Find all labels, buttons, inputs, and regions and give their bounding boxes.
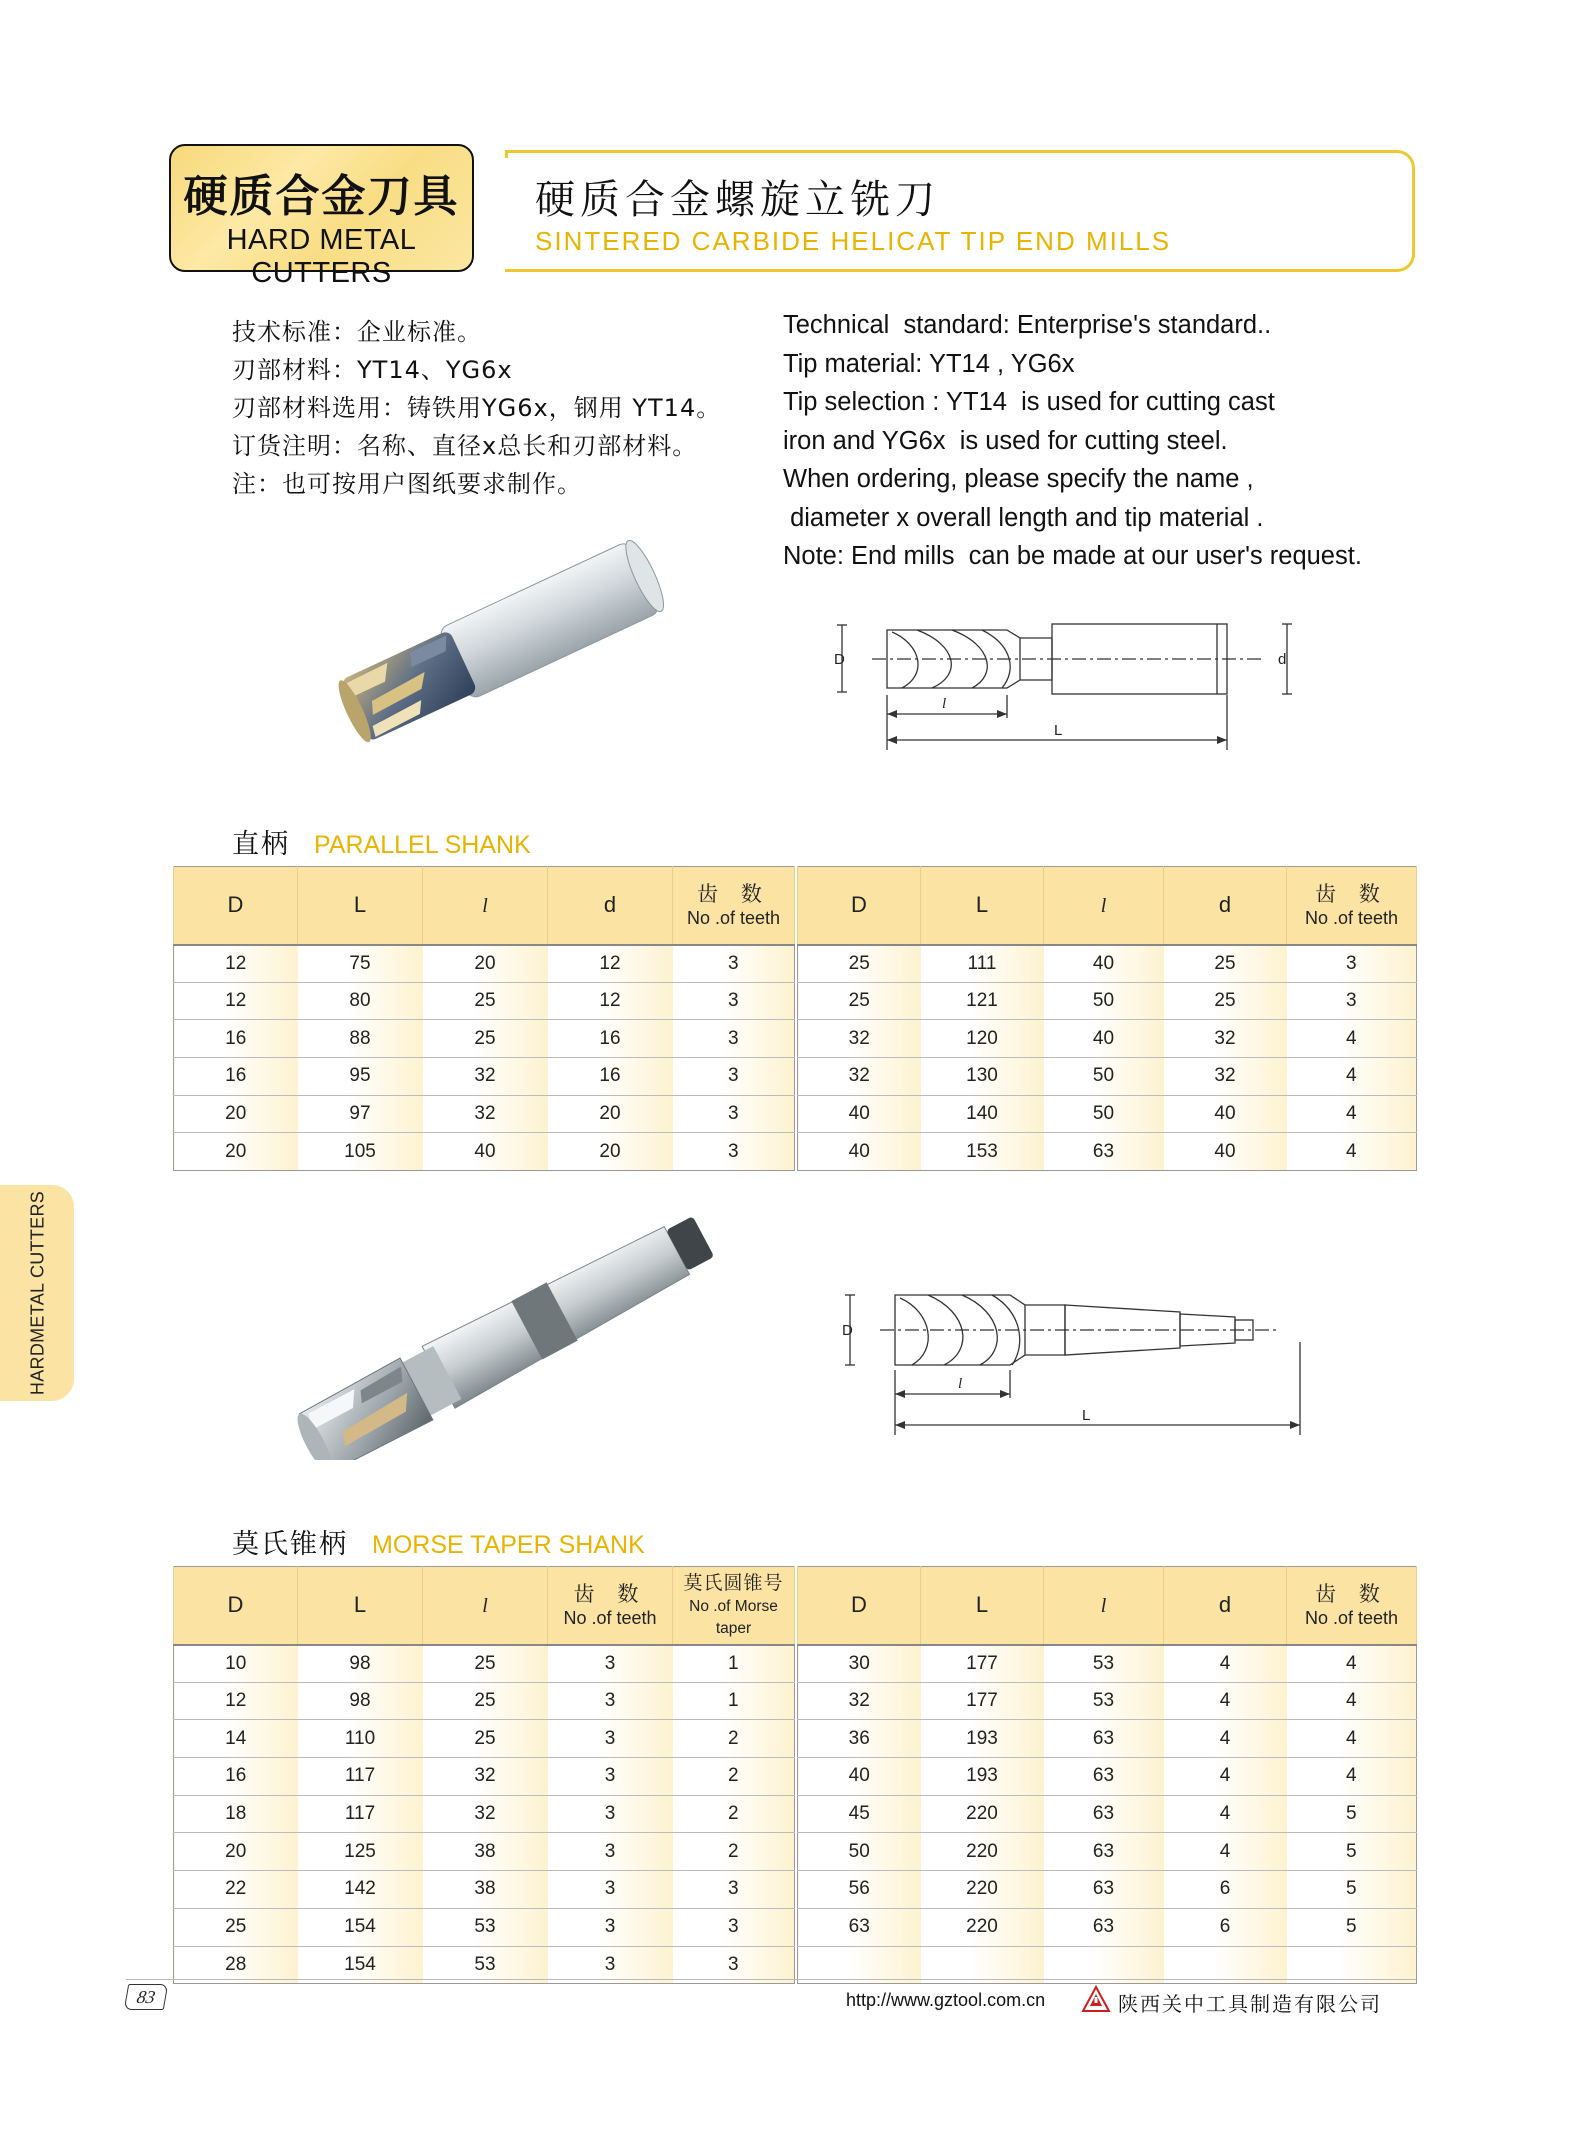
table-cell: 32 [423, 1795, 548, 1833]
table-cell: 5 [1287, 1795, 1417, 1833]
table-cell: 12 [548, 982, 673, 1020]
table-cell: 80 [298, 982, 423, 1020]
table-cell: 40 [798, 1095, 921, 1133]
side-category-tab [0, 1185, 74, 1401]
table-cell: 220 [921, 1871, 1044, 1909]
table-cell: 32 [1164, 1020, 1287, 1058]
footer-company-name: 陕西关中工具制造有限公司 [1118, 1992, 1382, 2016]
table-row [798, 1720, 1417, 1758]
table-cell: 20 [548, 1133, 673, 1171]
morse-taper-heading [232, 1522, 645, 1561]
table-cell: 153 [921, 1133, 1044, 1171]
table-cell: 25 [423, 982, 548, 1020]
table-cell: 4 [1287, 1682, 1417, 1720]
table-cell: 4 [1164, 1833, 1287, 1871]
table-row [798, 1095, 1417, 1133]
table-cell: 1 [673, 1645, 795, 1683]
table-cell: 32 [798, 1058, 921, 1096]
col-header-teeth [548, 1567, 673, 1645]
parallel-shank-table-left [173, 866, 795, 1171]
table-cell: 20 [174, 1133, 298, 1171]
table-cell: 53 [1044, 1682, 1164, 1720]
table-cell: 56 [798, 1871, 921, 1909]
table-cell: 111 [921, 945, 1044, 983]
table-row [174, 1095, 795, 1133]
table-cell: 16 [548, 1020, 673, 1058]
table-cell: 4 [1287, 1645, 1417, 1683]
table-cell: 53 [423, 1908, 548, 1946]
table-cell: 32 [798, 1020, 921, 1058]
table-cell: 3 [548, 1645, 673, 1683]
table-cell: 3 [548, 1908, 673, 1946]
table-cell: 5 [1287, 1871, 1417, 1909]
col-header-l-text: l [482, 895, 488, 918]
table-cell: 97 [298, 1095, 423, 1133]
table-cell: 63 [1044, 1720, 1164, 1758]
morse-taper-heading-en: MORSE TAPER SHANK [372, 1531, 645, 1559]
footer-divider [126, 1979, 1416, 1980]
table-cell: 20 [548, 1095, 673, 1133]
table-cell: 16 [548, 1058, 673, 1096]
table-row [174, 1645, 795, 1683]
col-header-l [423, 867, 548, 945]
table-cell: 32 [423, 1058, 548, 1096]
table-cell: 40 [1044, 945, 1164, 983]
table-cell: 25 [423, 1020, 548, 1058]
col-header-l-text: l [1100, 895, 1107, 918]
table-row [174, 1058, 795, 1096]
table-cell: 4 [1287, 1095, 1417, 1133]
table-cell: 32 [423, 1758, 548, 1796]
footer-url[interactable]: http://www.gztool.com.cn [846, 1990, 1046, 2010]
table-cell: 3 [673, 1871, 795, 1909]
table-cell: 22 [174, 1871, 298, 1909]
morse-taper-table-left [173, 1566, 795, 1984]
table-cell: 3 [548, 1833, 673, 1871]
table-cell: 4 [1287, 1720, 1417, 1758]
table-cell: 120 [921, 1020, 1044, 1058]
table-cell: 16 [174, 1758, 298, 1796]
col-header-morse-taper [673, 1567, 795, 1645]
table-cell: 12 [174, 982, 298, 1020]
col-header-D: D [174, 1567, 298, 1645]
table-cell: 3 [673, 945, 795, 983]
category-badge [169, 144, 474, 289]
table-cell: 18 [174, 1795, 298, 1833]
table-cell: 117 [298, 1758, 423, 1796]
table-cell: 220 [921, 1908, 1044, 1946]
table-cell: 16 [174, 1058, 298, 1096]
table-cell: 177 [921, 1682, 1044, 1720]
table-cell: 63 [1044, 1871, 1164, 1909]
diagram-label-l: l [958, 1376, 963, 1392]
desc-en-line: Tip selection : YT14 is used for cutting cast [783, 388, 1275, 416]
table-cell: 32 [798, 1682, 921, 1720]
table-cell: 154 [298, 1908, 423, 1946]
table-row [798, 1645, 1417, 1683]
col-header-teeth-cn: 齿 数 [1315, 1582, 1388, 1607]
col-header-morse-cn: 莫氏圆锥号 [683, 1572, 784, 1595]
desc-en-line: iron and YG6x is used for cutting steel. [783, 426, 1228, 455]
table-cell: 30 [798, 1645, 921, 1683]
col-header-D: D [798, 867, 921, 945]
table-cell: 6 [1164, 1871, 1287, 1909]
table-row [798, 1682, 1417, 1720]
col-header-D: D [174, 867, 298, 945]
col-header-teeth-cn: 齿 数 [1315, 882, 1388, 907]
table-cell: 20 [174, 1095, 298, 1133]
table-row [798, 1758, 1417, 1796]
table-cell: 20 [423, 945, 548, 983]
table-cell: 142 [298, 1871, 423, 1909]
table-cell: 3 [673, 982, 795, 1020]
table-cell: 63 [1044, 1133, 1164, 1171]
table-cell: 20 [174, 1833, 298, 1871]
col-header-L: L [298, 1567, 423, 1645]
table-cell: 2 [673, 1758, 795, 1796]
table-cell: 3 [673, 1946, 795, 1984]
table-cell: 154 [298, 1946, 423, 1984]
table-cell: 16 [174, 1020, 298, 1058]
parallel-shank-heading [232, 822, 531, 861]
table-cell: 4 [1164, 1758, 1287, 1796]
table-cell: 125 [298, 1833, 423, 1871]
table-cell: 3 [548, 1758, 673, 1796]
table-cell: 98 [298, 1645, 423, 1683]
table-cell: 3 [548, 1682, 673, 1720]
table-cell: 5 [1287, 1833, 1417, 1871]
col-header-L: L [921, 1567, 1044, 1645]
table-cell: 63 [1044, 1833, 1164, 1871]
parallel-shank-table-right [797, 866, 1417, 1171]
table-cell: 193 [921, 1758, 1044, 1796]
table-cell: 3 [673, 1058, 795, 1096]
table-cell: 63 [798, 1908, 921, 1946]
table-cell: 121 [921, 982, 1044, 1020]
table-cell: 98 [298, 1682, 423, 1720]
table-cell: 12 [174, 945, 298, 983]
col-header-L: L [921, 867, 1044, 945]
table-cell: 75 [298, 945, 423, 983]
table-cell: 32 [1164, 1058, 1287, 1096]
page-title-cn: 硬质合金螺旋立铣刀 [535, 177, 940, 223]
table-row [798, 982, 1417, 1020]
title-frame-tick [505, 150, 508, 158]
table-cell: 45 [798, 1795, 921, 1833]
desc-en-line: When ordering, please specify the name , [783, 465, 1254, 493]
table-cell: 40 [1164, 1133, 1287, 1171]
table-cell: 3 [548, 1720, 673, 1758]
table-cell: 4 [1164, 1720, 1287, 1758]
table-cell: 25 [423, 1720, 548, 1758]
table-row [174, 1682, 795, 1720]
desc-en-line: Tip material: YT14 , YG6x [783, 349, 1075, 378]
col-header-l [1044, 1567, 1164, 1645]
desc-en-line: Technical standard: Enterprise's standard.. [783, 311, 1272, 339]
table-cell: 4 [1287, 1133, 1417, 1171]
table-cell: 130 [921, 1058, 1044, 1096]
table-cell: 88 [298, 1020, 423, 1058]
diagram-label-D: D [842, 1322, 853, 1339]
table-cell: 50 [1044, 1095, 1164, 1133]
col-header-teeth-en: No .of teeth [1304, 908, 1399, 929]
table-cell: 2 [673, 1833, 795, 1871]
diagram-label-L: L [1054, 722, 1063, 739]
table-cell: 63 [1044, 1758, 1164, 1796]
table-cell: 25 [174, 1908, 298, 1946]
diagram-label-L: L [1082, 1407, 1091, 1424]
col-header-teeth [1287, 1567, 1417, 1645]
table-cell: 25 [1164, 982, 1287, 1020]
col-header-teeth-cn: 齿 数 [697, 882, 770, 907]
morse-taper-table-right [797, 1566, 1417, 1984]
table-cell: 53 [1044, 1645, 1164, 1683]
desc-en-line: diameter x overall length and tip material . [783, 503, 1264, 532]
table-cell: 40 [423, 1133, 548, 1171]
table-cell: 4 [1164, 1682, 1287, 1720]
table-cell: 50 [1044, 1058, 1164, 1096]
table-cell: 63 [1044, 1795, 1164, 1833]
table-row [174, 1758, 795, 1796]
parallel-shank-end-mill-photo [318, 530, 678, 750]
col-header-l [1044, 867, 1164, 945]
table-cell: 32 [423, 1095, 548, 1133]
table-cell: 105 [298, 1133, 423, 1171]
table-cell: 40 [798, 1758, 921, 1796]
table-row [174, 945, 795, 983]
col-header-d: d [548, 867, 673, 945]
col-header-L: L [298, 867, 423, 945]
table-row [174, 1833, 795, 1871]
parallel-shank-heading-cn: 直柄 [232, 829, 290, 860]
col-header-l-text: l [1100, 1595, 1107, 1618]
parallel-shank-heading-en: PARALLEL SHANK [314, 831, 531, 859]
table-cell: 3 [673, 1020, 795, 1058]
col-header-teeth [673, 867, 795, 945]
table-cell: 177 [921, 1645, 1044, 1683]
table-cell: 2 [673, 1795, 795, 1833]
table-cell: 25 [798, 945, 921, 983]
table-cell: 3 [548, 1946, 673, 1984]
table-row [174, 1720, 795, 1758]
table-cell: 4 [1287, 1020, 1417, 1058]
table-cell: 220 [921, 1833, 1044, 1871]
table-row [174, 1133, 795, 1171]
table-cell: 25 [423, 1645, 548, 1683]
table-row [798, 1795, 1417, 1833]
table-cell: 12 [174, 1682, 298, 1720]
table-cell: 1 [673, 1682, 795, 1720]
desc-cn-line: 注：也可按用户图纸要求制作。 [232, 470, 582, 498]
col-header-teeth-en: No .of teeth [686, 908, 781, 929]
table-cell: 14 [174, 1720, 298, 1758]
table-row [174, 1020, 795, 1058]
table-cell: 38 [423, 1833, 548, 1871]
table-cell: 3 [548, 1795, 673, 1833]
parallel-shank-dimension-diagram [832, 600, 1302, 760]
col-header-l [423, 1567, 548, 1645]
diagram-label-d: d [1278, 651, 1287, 668]
table-cell: 25 [1164, 945, 1287, 983]
table-cell: 12 [548, 945, 673, 983]
col-header-teeth-en: No .of teeth [1304, 1608, 1399, 1629]
col-header-teeth-cn: 齿 数 [573, 1582, 647, 1607]
table-cell: 53 [423, 1946, 548, 1984]
table-row [174, 1795, 795, 1833]
table-cell: 3 [673, 1095, 795, 1133]
table-row [798, 1833, 1417, 1871]
table-row [798, 1908, 1417, 1946]
table-cell: 3 [1287, 982, 1417, 1020]
desc-en-line: Note: End mills can be made at our user's request. [783, 542, 1362, 570]
table-row [174, 1908, 795, 1946]
table-cell: 3 [673, 1908, 795, 1946]
table-cell: 110 [298, 1720, 423, 1758]
col-header-d: d [1164, 1567, 1287, 1645]
table-cell: 4 [1287, 1758, 1417, 1796]
col-header-D: D [798, 1567, 921, 1645]
page-number: 83 [124, 1984, 169, 2010]
table-cell: 28 [174, 1946, 298, 1984]
table-cell: 38 [423, 1871, 548, 1909]
table-row [798, 1871, 1417, 1909]
table-cell: 10 [174, 1645, 298, 1683]
table-row [798, 1020, 1417, 1058]
table-row [798, 1133, 1417, 1171]
table-cell: 40 [1164, 1095, 1287, 1133]
col-header-teeth [1287, 867, 1417, 945]
table-cell: 3 [548, 1871, 673, 1909]
desc-cn-line: 技术标准：企业标准。 [232, 318, 482, 346]
table-row [174, 982, 795, 1020]
table-cell: 25 [798, 982, 921, 1020]
table-cell: 220 [921, 1795, 1044, 1833]
table-cell: 3 [673, 1133, 795, 1171]
table-cell: 36 [798, 1720, 921, 1758]
col-header-morse-en: No .of Morse taper [689, 1598, 778, 1638]
table-cell: 3 [1287, 945, 1417, 983]
table-cell: 6 [1164, 1908, 1287, 1946]
table-row [174, 1871, 795, 1909]
morse-taper-dimension-diagram [840, 1270, 1310, 1440]
table-cell: 4 [1164, 1795, 1287, 1833]
description-cn [232, 313, 721, 503]
category-badge-cn: 硬质合金刀具 [183, 171, 460, 222]
page-title-en: SINTERED CARBIDE HELICAT TIP END MILLS [535, 226, 1172, 256]
table-cell: 63 [1044, 1908, 1164, 1946]
table-cell: 193 [921, 1720, 1044, 1758]
description-en [783, 306, 1362, 576]
side-category-tab-label: HARDMETAL CUTTERS [27, 1190, 48, 1396]
table-cell: 95 [298, 1058, 423, 1096]
table-cell: 117 [298, 1795, 423, 1833]
col-header-teeth-en: No .of teeth [563, 1608, 657, 1629]
table-cell: 2 [673, 1720, 795, 1758]
morse-taper-heading-cn: 莫氏锥柄 [232, 1529, 348, 1560]
diagram-label-D: D [834, 651, 845, 668]
table-row [798, 945, 1417, 983]
table-cell: 40 [1044, 1020, 1164, 1058]
table-cell: 50 [1044, 982, 1164, 1020]
desc-cn-line: 刃部材料：YT14、YG6x [232, 356, 513, 384]
desc-cn-line: 订货注明：名称、直径x总长和刃部材料。 [232, 432, 698, 460]
table-cell: 5 [1287, 1908, 1417, 1946]
table-row [798, 1058, 1417, 1096]
table-cell: 140 [921, 1095, 1044, 1133]
desc-cn-line: 刃部材料选用：铸铁用YG6x，钢用 YT14。 [232, 394, 722, 422]
warning-triangle-logo-icon [1081, 1985, 1111, 2013]
morse-taper-end-mill-photo [268, 1210, 768, 1460]
category-badge-en: HARD METAL CUTTERS [226, 224, 417, 289]
table-cell: 4 [1164, 1645, 1287, 1683]
table-cell: 4 [1287, 1058, 1417, 1096]
table-cell: 40 [798, 1133, 921, 1171]
diagram-label-l: l [942, 696, 947, 712]
table-cell: 25 [423, 1682, 548, 1720]
table-cell: 50 [798, 1833, 921, 1871]
col-header-d: d [1164, 867, 1287, 945]
col-header-l-text: l [482, 1595, 488, 1618]
